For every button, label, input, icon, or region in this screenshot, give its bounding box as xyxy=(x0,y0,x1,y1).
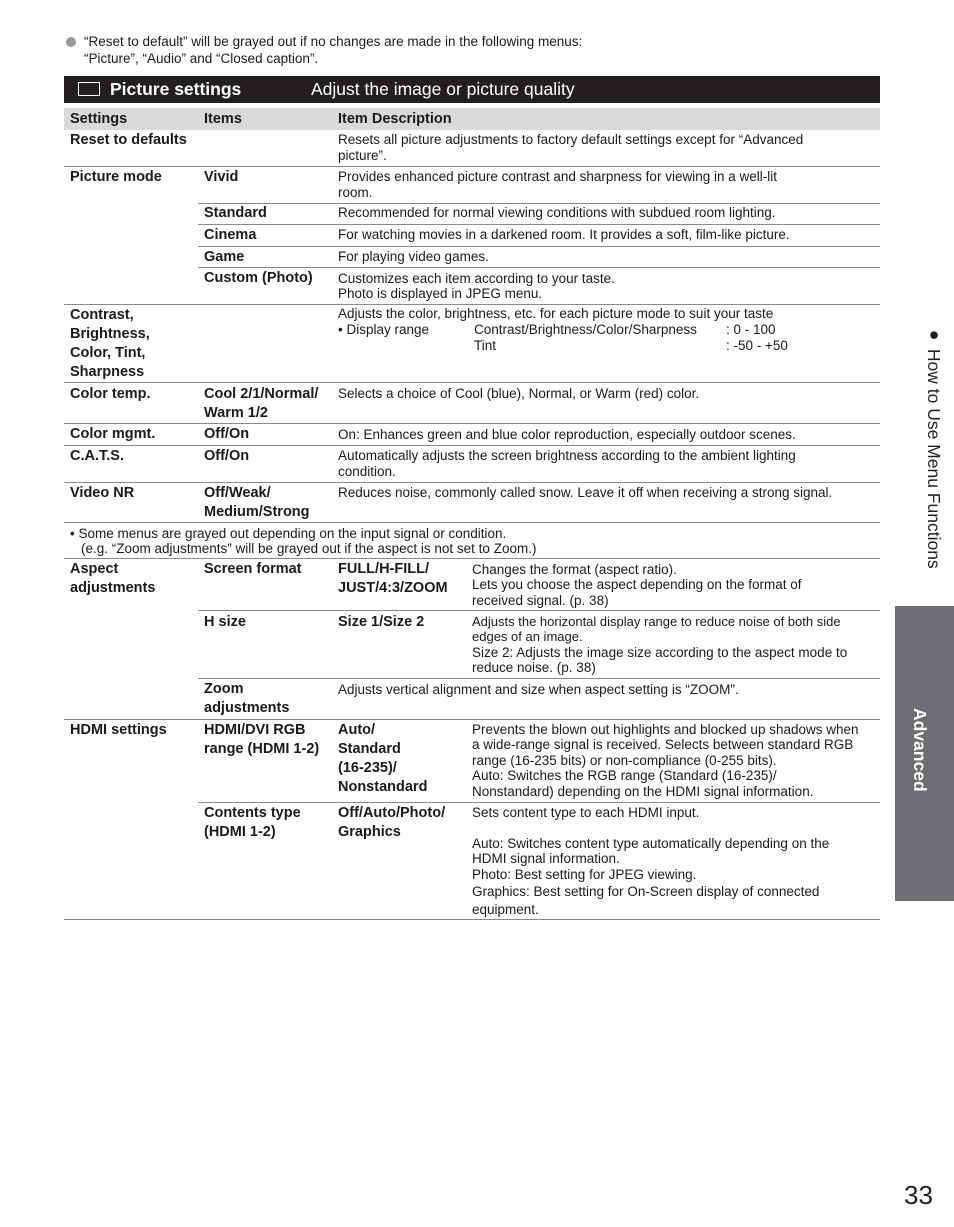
row-divider xyxy=(198,246,880,247)
item-standard: Standard xyxy=(204,205,267,221)
desc-h-size-3: Size 2: Adjusts the image size according to the aspect mode to xyxy=(472,645,848,660)
item-cinema: Cinema xyxy=(204,227,257,243)
item-custom-photo: Custom (Photo) xyxy=(204,270,313,286)
desc-custom-1: Customizes each item according to your taste. xyxy=(338,271,615,286)
setting-cats: C.A.T.S. xyxy=(70,448,124,464)
chapter-label: ● How to Use Menu Functions xyxy=(924,324,944,569)
table-bottom-border xyxy=(64,919,880,920)
item-screen-format: Screen format xyxy=(204,561,302,577)
bullet-dot-icon xyxy=(66,37,76,47)
item-color-mgmt: Off/On xyxy=(204,426,250,442)
value-rgb-range-4: Nonstandard xyxy=(338,779,428,795)
row-divider xyxy=(198,678,880,679)
row-divider xyxy=(64,522,880,523)
item-contents-type-2: (HDMI 1-2) xyxy=(204,824,276,840)
item-game: Game xyxy=(204,249,245,265)
item-vivid: Vivid xyxy=(204,169,239,185)
range-item-2: Tint xyxy=(474,338,497,353)
desc-color-temp: Selects a choice of Cool (blue), Normal, or Warm (red) color. xyxy=(338,386,700,401)
desc-rgb-range-4: Auto: Switches the RGB range (Standard (16-235)/ xyxy=(472,768,777,783)
range-item-1: Contrast/Brightness/Color/Sharpness xyxy=(474,322,697,337)
setting-reset-defaults: Reset to defaults xyxy=(70,132,187,148)
row-divider xyxy=(64,719,880,720)
desc-contents-type-3: HDMI signal information. xyxy=(472,851,620,866)
setting-aspect-2: adjustments xyxy=(70,580,156,596)
row-divider xyxy=(64,382,880,383)
desc-video-nr: Reduces noise, commonly called snow. Leave it off when receiving a strong signal. xyxy=(338,485,833,500)
setting-sharpness: Sharpness xyxy=(70,364,145,380)
desc-contents-type-6: equipment. xyxy=(472,902,539,917)
value-screen-format-1: FULL/H-FILL/ xyxy=(338,561,430,577)
row-divider xyxy=(198,203,880,204)
value-rgb-range-1: Auto/ xyxy=(338,722,376,738)
item-video-nr-1: Off/Weak/ xyxy=(204,485,271,501)
value-screen-format-2: JUST/4:3/ZOOM xyxy=(338,580,448,596)
row-divider xyxy=(64,166,880,167)
item-contents-type-1: Contents type xyxy=(204,805,301,821)
setting-picture-mode: Picture mode xyxy=(70,169,162,185)
setting-contrast: Contrast, xyxy=(70,307,134,323)
desc-zoom: Adjusts vertical alignment and size when aspect setting is “ZOOM”. xyxy=(338,682,739,697)
item-rgb-range-2: range (HDMI 1-2) xyxy=(204,741,320,757)
desc-cats-2: condition. xyxy=(338,464,396,479)
setting-brightness: Brightness, xyxy=(70,326,150,342)
item-zoom-adjustments-2: adjustments xyxy=(204,700,290,716)
item-cats: Off/On xyxy=(204,448,250,464)
advanced-tab-label: Advanced xyxy=(910,708,930,792)
setting-color-mgmt: Color mgmt. xyxy=(70,426,156,442)
desc-h-size-2: edges of an image. xyxy=(472,629,583,644)
desc-custom-2: Photo is displayed in JPEG menu. xyxy=(338,286,543,301)
item-video-nr-2: Medium/Strong xyxy=(204,504,310,520)
desc-rgb-range-5: Nonstandard) depending on the HDMI signal information. xyxy=(472,784,814,799)
section-title-bar xyxy=(64,76,880,103)
advanced-tab xyxy=(895,606,954,901)
item-zoom-adjustments: Zoom xyxy=(204,681,244,697)
value-h-size: Size 1/Size 2 xyxy=(338,614,425,630)
value-contents-type-2: Graphics xyxy=(338,824,401,840)
desc-h-size-1: Adjusts the horizontal display range to reduce noise of both side xyxy=(472,614,841,629)
section-title: Picture settings xyxy=(110,79,242,99)
desc-vivid-1: Provides enhanced picture contrast and sharpness for viewing in a well-lit xyxy=(338,169,777,184)
item-h-size: H size xyxy=(204,614,246,630)
desc-reset-1: Resets all picture adjustments to factory default settings except for “Advanced xyxy=(338,132,804,147)
desc-screen-format-1: Changes the format (aspect ratio). xyxy=(472,562,677,577)
setting-video-nr: Video NR xyxy=(70,485,135,501)
desc-reset-2: picture”. xyxy=(338,148,387,163)
setting-aspect: Aspect xyxy=(70,561,119,577)
setting-color-tint: Color, Tint, xyxy=(70,345,146,361)
desc-rgb-range-3: range (16-235 bits) or non-compliance (0-255 bits). xyxy=(472,753,777,768)
desc-rgb-range-2: a wide-range signal is received. Selects between standard RGB xyxy=(472,737,854,752)
desc-standard: Recommended for normal viewing conditions with subdued room lighting. xyxy=(338,205,776,220)
desc-cinema: For watching movies in a darkened room. It provides a soft, film-like picture. xyxy=(338,227,790,242)
value-rgb-range-3: (16-235)/ xyxy=(338,760,397,776)
item-color-temp-1: Cool 2/1/Normal/ xyxy=(204,386,319,402)
desc-contents-type-1: Sets content type to each HDMI input. xyxy=(472,805,700,820)
mid-note-line-1: • Some menus are grayed out depending on the input signal or condition. xyxy=(70,526,507,541)
item-color-temp-2: Warm 1/2 xyxy=(204,405,268,421)
item-rgb-range-1: HDMI/DVI RGB xyxy=(204,722,306,738)
range-value-1: : 0 - 100 xyxy=(726,322,776,337)
row-divider xyxy=(64,445,880,446)
desc-screen-format-2: Lets you choose the aspect depending on the format of xyxy=(472,577,802,592)
desc-contents-type-2: Auto: Switches content type automatically depending on the xyxy=(472,836,830,851)
row-divider xyxy=(64,558,880,559)
row-divider xyxy=(198,267,880,268)
desc-screen-format-3: received signal. (p. 38) xyxy=(472,593,609,608)
desc-h-size-4: reduce noise. (p. 38) xyxy=(472,660,596,675)
desc-vivid-2: room. xyxy=(338,185,373,200)
desc-game: For playing video games. xyxy=(338,249,489,264)
header-items: Items xyxy=(204,111,242,127)
range-value-2: : -50 - +50 xyxy=(726,338,788,353)
desc-cats-1: Automatically adjusts the screen brightness according to the ambient lighting xyxy=(338,448,796,463)
row-divider xyxy=(198,610,880,611)
desc-contents-type-5: Graphics: Best setting for On-Screen display of connected xyxy=(472,884,820,899)
value-rgb-range-2: Standard xyxy=(338,741,401,757)
display-range-label: • Display range xyxy=(338,322,430,337)
setting-hdmi: HDMI settings xyxy=(70,722,167,738)
desc-contrast-1: Adjusts the color, brightness, etc. for each picture mode to suit your taste xyxy=(338,306,774,321)
desc-color-mgmt: On: Enhances green and blue color reproduction, especially outdoor scenes. xyxy=(338,427,796,442)
desc-rgb-range-1: Prevents the blown out highlights and blocked up shadows when xyxy=(472,722,859,737)
note-line-1: “Reset to default” will be grayed out if no changes are made in the following menus: xyxy=(84,34,583,49)
row-divider xyxy=(198,802,880,803)
table-header xyxy=(64,108,880,130)
tv-screen-icon xyxy=(78,82,100,96)
row-divider xyxy=(64,304,880,305)
desc-contents-type-4: Photo: Best setting for JPEG viewing. xyxy=(472,867,697,882)
header-description: Item Description xyxy=(338,111,452,127)
page-number: 33 xyxy=(904,1180,933,1210)
setting-color-temp: Color temp. xyxy=(70,386,151,402)
row-divider xyxy=(198,224,880,225)
row-divider xyxy=(64,482,880,483)
note-line-2: “Picture”, “Audio” and “Closed caption”. xyxy=(84,51,319,66)
value-contents-type-1: Off/Auto/Photo/ xyxy=(338,805,446,821)
section-subtitle: Adjust the image or picture quality xyxy=(311,79,575,99)
row-divider xyxy=(64,423,880,424)
header-settings: Settings xyxy=(70,111,128,127)
mid-note-line-2: (e.g. “Zoom adjustments” will be grayed out if the aspect is not set to Zoom.) xyxy=(81,541,537,556)
